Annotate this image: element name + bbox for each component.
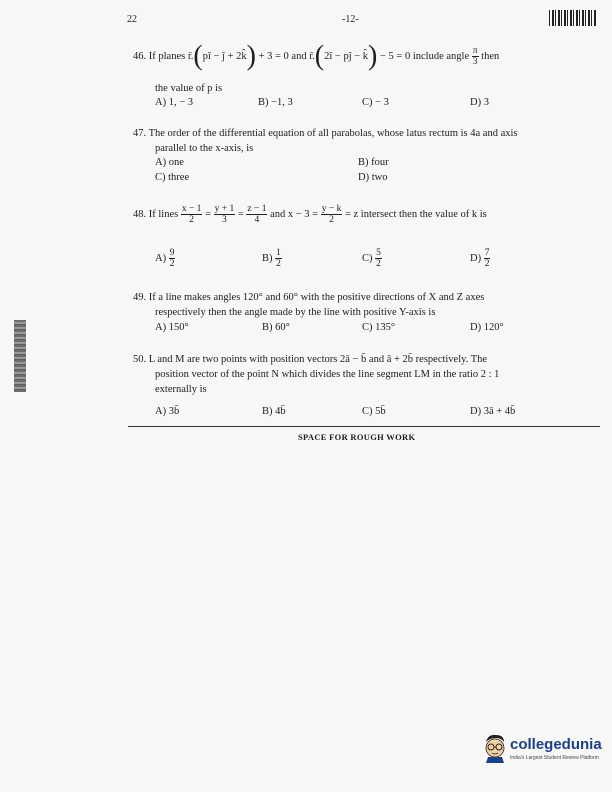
option-a[interactable]: A) 3b̄ <box>155 406 180 417</box>
option-a[interactable] <box>155 248 175 269</box>
angle-fraction: $\frac{\pi}{3}$ <box>472 46 478 67</box>
page-number-center: -12- <box>342 14 359 25</box>
option-b[interactable]: B) 4b̄ <box>262 406 286 417</box>
logo-tagline: India's Largest Student Review Platform <box>510 755 599 761</box>
question-text: respectively then the angle made by the line with positive Y-axis is <box>155 307 436 318</box>
question-48 <box>133 204 487 225</box>
question-number: 47. <box>133 128 147 139</box>
question-text: = z intersect then the value of k is <box>344 208 487 220</box>
question-text: If lines <box>148 208 179 220</box>
question-number: 50. <box>133 354 147 365</box>
option-c[interactable]: C) 5b̄ <box>362 406 386 417</box>
option-label: D) <box>470 252 482 264</box>
option-c[interactable]: C) three <box>155 172 190 183</box>
option-fraction: $\frac{1}{2}$ <box>276 248 281 269</box>
question-number: 49. <box>133 292 147 303</box>
question-number: 46. <box>133 50 147 62</box>
vector-r: r̄. <box>187 50 194 62</box>
option-a[interactable]: A) one <box>155 157 184 168</box>
line-fraction-z: $\frac{z - 1}{4}$ <box>247 204 267 225</box>
option-d[interactable]: D) 3 <box>470 97 489 108</box>
option-label: B) <box>262 252 273 264</box>
option-b[interactable]: B) four <box>358 157 389 168</box>
option-b[interactable]: B) 60° <box>262 322 290 333</box>
vector-r: r̄. <box>309 50 315 62</box>
option-a[interactable]: A) 150° <box>155 322 189 333</box>
option-b[interactable]: B) −1, 3 <box>258 97 293 108</box>
divider-line <box>128 426 600 427</box>
question-50 <box>133 352 487 367</box>
question-text: the value of p is <box>155 83 223 94</box>
line-fraction-k: $\frac{y - k}{2}$ <box>321 204 342 225</box>
logo-wordmark: collegedunia <box>510 736 602 753</box>
option-c[interactable]: C) 135° <box>362 322 396 333</box>
question-text: externally is <box>155 384 207 395</box>
option-c[interactable] <box>362 248 382 269</box>
equation-text: + 3 = 0 and <box>258 50 307 62</box>
line-fraction-x: $\frac{x - 1}{2}$ <box>181 204 202 225</box>
question-49 <box>133 290 484 305</box>
rough-work-label: SPACE FOR ROUGH WORK <box>298 432 416 442</box>
option-label: A) <box>155 252 167 264</box>
option-d[interactable] <box>470 248 490 269</box>
option-d[interactable]: D) 3ā + 4b̄ <box>470 406 516 417</box>
page-number-left: 22 <box>127 14 137 25</box>
option-label: C) <box>362 252 373 264</box>
normal-vector-2: 2î − pĵ − k̂ <box>324 50 369 62</box>
option-d[interactable]: D) two <box>358 172 388 183</box>
question-text: then <box>481 50 500 62</box>
question-text: position vector of the point N which divides the line segment LM in the ratio 2 : 1 <box>155 369 500 380</box>
question-46: 46. If planes r̄.(pî − ĵ + 2k̂) + 3 = 0 and r̄.(2î − pĵ − k̂) − 5 = 0 include angle $\frac{\pi}{3}$ then <box>133 40 500 72</box>
option-c[interactable]: C) − 3 <box>362 97 389 108</box>
equals-sign: = <box>237 208 244 220</box>
question-47 <box>133 126 518 141</box>
barcode-image <box>549 10 597 26</box>
equation-text: − 5 = 0 include angle <box>380 50 470 62</box>
option-d[interactable]: D) 120° <box>470 322 504 333</box>
option-fraction: $\frac{7}{2}$ <box>484 248 490 269</box>
equation-text: and x − 3 = <box>270 208 319 220</box>
question-number: 48. <box>133 208 147 220</box>
equals-sign: = <box>205 208 211 220</box>
question-text: If planes <box>148 50 186 62</box>
question-text: parallel to the x-axis, is <box>155 143 254 154</box>
question-text: L and M are two points with position vectors 2ā − b̄ and ā + 2b̄ respectively. The <box>148 354 488 365</box>
option-a[interactable]: A) 1, − 3 <box>155 97 194 108</box>
option-fraction: $\frac{5}{2}$ <box>376 248 381 269</box>
normal-vector-1: pî − ĵ + 2k̂ <box>202 50 247 62</box>
line-fraction-y: $\frac{y + 1}{3}$ <box>214 204 235 225</box>
question-text: The order of the differential equation of all parabolas, whose latus rectum is 4a and axis <box>148 128 518 139</box>
scan-mark <box>14 320 26 392</box>
question-text: If a line makes angles 120° and 60° with the positive directions of X and Z axes <box>148 292 485 303</box>
option-fraction: $\frac{9}{2}$ <box>169 248 175 269</box>
collegedunia-mascot-icon <box>482 733 508 763</box>
option-b[interactable] <box>262 248 282 269</box>
